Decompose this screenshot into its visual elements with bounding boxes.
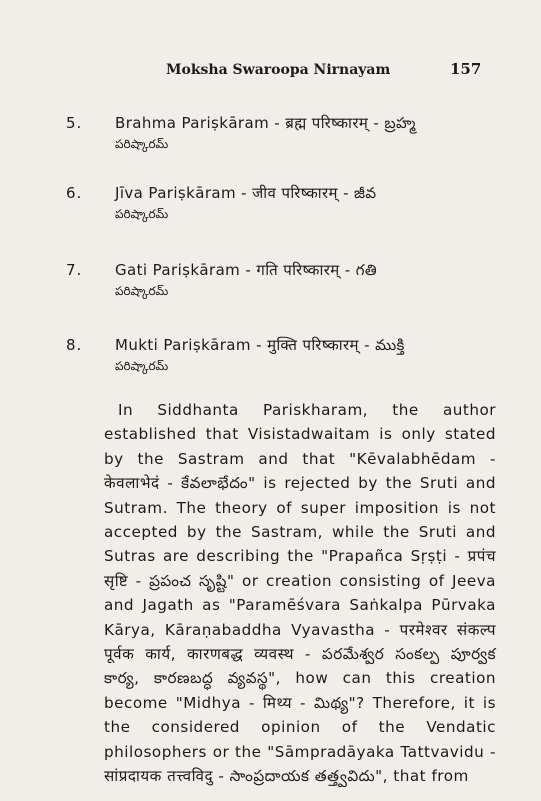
list-item [0,178,541,228]
body-paragraph [104,398,496,789]
paragraph-text: In Siddhanta Pariskharam, the author established that Visistadwaitam is only stated by the Sastram and that "Kēvalabhēdam - केवलाभेदं - కేవలాభేదం" is rejected by the Sruti and Sutram. The theory of super imposition is not accepted by the Sastram, while the Sruti and Sutras are describing the "Prapañca Sṛṣṭi - प्रपंच सृष्टि - ప్రపంచ సృష్టి" or creation consisting of Jeeva and Jagath as "Paramēśvara Saṅkalpa Pūrvaka Kārya, Kāraṇabaddha Vyavastha - परमेश्वर संकल्प पूर्वक कार्य, कारणबद्ध व्यवस्थ - పరమేశ్వర సంకల్ప పూర్వక కార్య, కారణబద్ధ వ్యవస్థ", how can this creation become "Midhya - मिथ्य - మిథ్య"? Therefore, it is the considered opinion of the Vendatic philosophers or the "Sāmpradāyaka Tattvavidu - सांप्रदायक तत्त्वविदु - సాంప్రదాయక తత్త్వవిదు", that from [104,401,496,786]
item-line2: పరిష్కారమ్ [115,284,169,298]
running-title: Moksha Swaroopa Nirnayam [166,62,391,78]
list-item [0,330,541,380]
item-line1: Gati Pariṣkāram - गति परिष्कारम् - గతి [115,261,378,279]
item-line2: పరిష్కారమ్ [115,137,169,151]
item-number: 7. [66,261,83,279]
page-number: 157 [450,60,482,78]
item-number: 5. [66,114,83,132]
list-item [0,255,541,305]
list-item [0,108,541,158]
item-line1: Jīva Pariṣkāram - जीव परिष्कारम् - జీవ [115,184,377,202]
item-number: 8. [66,336,83,354]
item-line1: Mukti Pariṣkāram - मुक्ति परिष्कारम् - ముక్తి [115,336,405,354]
item-line1: Brahma Pariṣkāram - ब्रह्म परिष्कारम् - బ్రహ్మ [115,114,416,132]
item-line2: పరిష్కారమ్ [115,207,169,221]
item-number: 6. [66,184,83,202]
page-header [0,62,541,82]
item-line2: పరిష్కారమ్ [115,359,169,373]
